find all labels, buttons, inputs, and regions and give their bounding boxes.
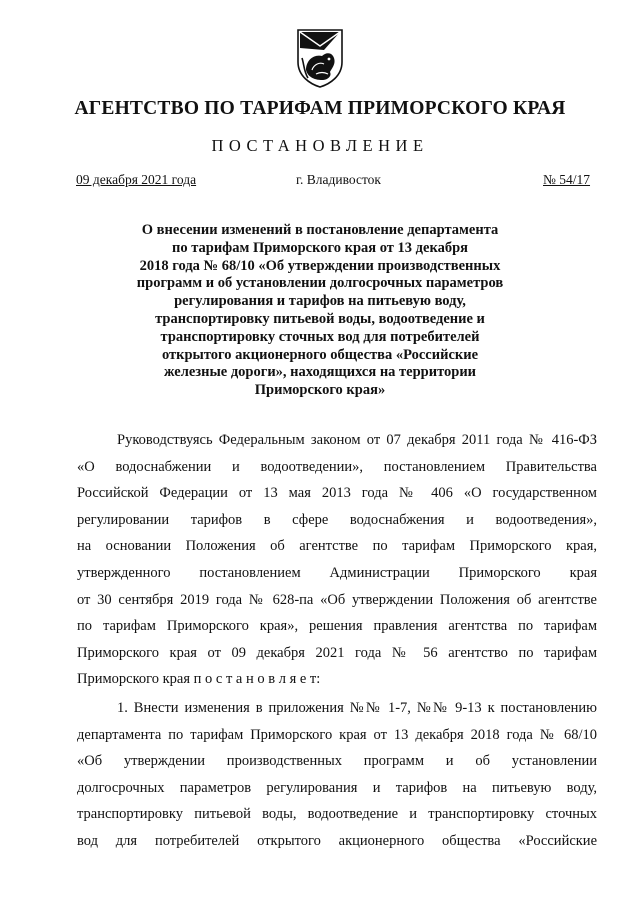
agency-name: АГЕНТСТВО ПО ТАРИФАМ ПРИМОРСКОГО КРАЯ [74,98,566,119]
title-line: железные дороги», находящихся на территории [163,364,477,381]
preamble-line: по тарифам Приморского края», решения правления агентства по тарифам [77,618,597,635]
item-1-line: 1. Внести изменения в приложения №№ 1-7, №№ 9-13 к постановлению [117,699,597,716]
title-line: по тарифам Приморского края от 13 декабря [171,239,468,256]
document-type: ПОСТАНОВЛЕНИЕ [211,136,429,155]
title-line: О внесении изменений в постановление департамента [141,222,499,238]
document-title [60,222,580,400]
preamble-line: «О водоснабжении и водоотведении», постановлением Правительства [77,458,597,475]
title-line: открытого акционерного общества «Российские [161,346,479,363]
document-date: 09 декабря 2021 года [76,172,197,187]
coat-of-arms-icon [296,28,344,88]
item-1-line: вод для потребителей открытого акционерного общества «Российские [77,832,597,849]
document-body [77,427,597,855]
item-1-line: департамента по тарифам Приморского края от 13 декабря 2018 года № 68/10 [77,726,597,743]
preamble-line: Приморского края от 09 декабря 2021 года № 56 агентство по тарифам [77,644,597,661]
title-line: регулирования и тарифов на питьевую воду, [174,293,466,310]
title-line: программ и об установлении долгосрочных параметров [136,275,504,292]
preamble-line: утвержденного постановлением Администрации Приморского края [77,564,597,581]
title-line: Приморского края» [254,382,386,399]
preamble-line: регулировании тарифов в сфере водоснабжения и водоотведения», [77,511,597,528]
document-number: № 54/17 [543,172,591,187]
title-line: 2018 года № 68/10 «Об утверждении производственных [139,257,501,274]
preamble-line: Приморского края п о с т а н о в л я е т: [77,671,321,688]
item-1-line: транспортировку питьевой воды, водоотведение и транспортировку сточных [77,806,597,823]
item-1-line: долгосрочных параметров регулирования и тарифов на питьевую воду, [77,779,597,796]
preamble-line: Российской Федерации от 13 мая 2013 года № 406 «О государственном [77,485,597,502]
preamble-line: от 30 сентября 2019 года № 628-па «Об утверждении Положения об агентстве [77,591,597,608]
title-line: транспортировку сточных вод для потребителей [160,328,480,345]
preamble-line: на основании Положения об агентстве по тарифам Приморского края, [77,538,597,555]
title-line: транспортировку питьевой воды, водоотведение и [155,310,485,327]
document-city: г. Владивосток [296,172,381,187]
preamble-line: Руководствуясь Федеральным законом от 07 декабря 2011 года № 416-ФЗ [117,432,597,448]
item-1-line: «Об утверждении производственных программ и об установлении [77,753,597,770]
